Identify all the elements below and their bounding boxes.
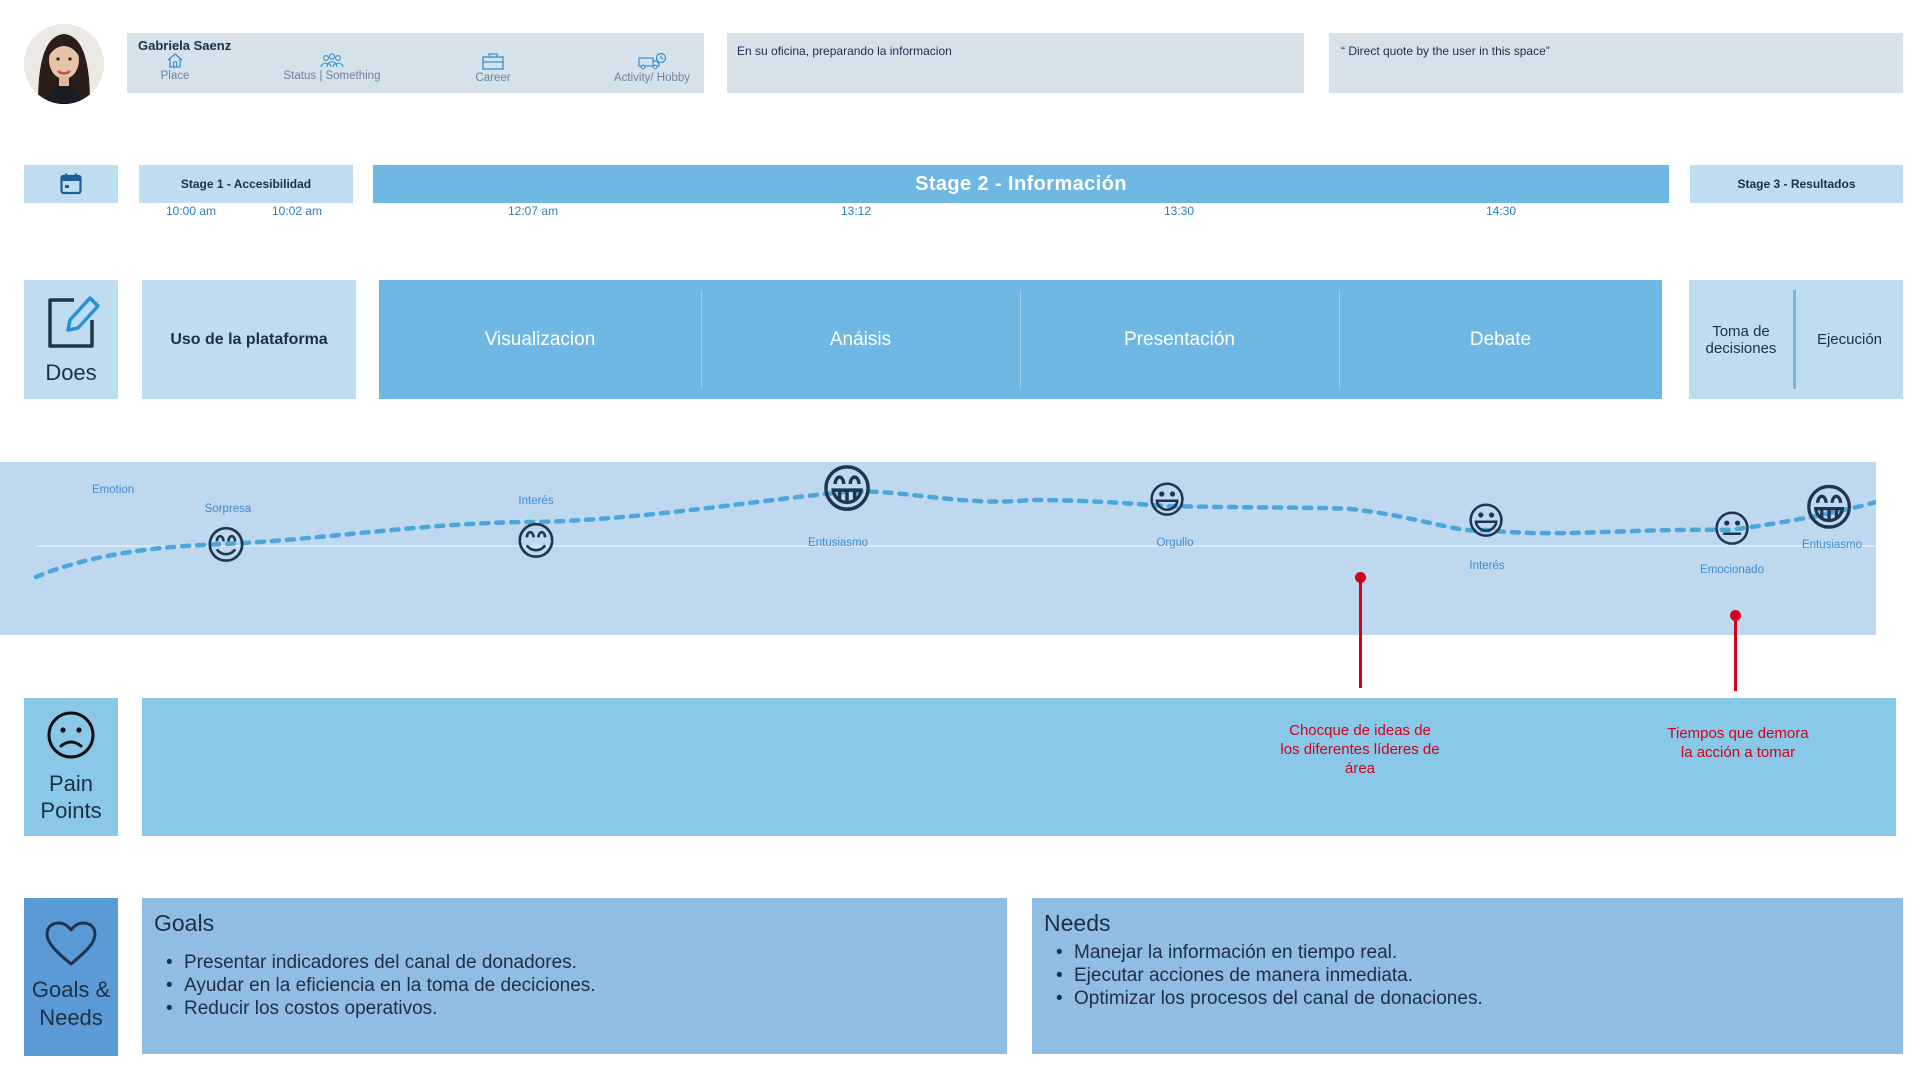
emotion-point-label: Emocionado xyxy=(1700,564,1764,576)
neutral-face-icon: 😐 xyxy=(1712,509,1752,551)
status-label: Status | Something xyxy=(283,70,381,82)
pain-points-label: Pain Points xyxy=(40,771,102,823)
needs-list xyxy=(1044,941,1891,1010)
need-item: • Optimizar los procesos del canal de donaciones. xyxy=(1056,987,1891,1010)
grinning-face-icon: 😁 xyxy=(1802,480,1856,536)
calendar-icon xyxy=(59,172,83,196)
user-quote: “ Direct quote by the user in this space” xyxy=(1329,33,1903,93)
people-icon xyxy=(319,52,345,68)
goal-item: • Reducir los costos operativos. xyxy=(166,997,995,1020)
home-icon xyxy=(166,52,184,68)
activity-debate: Debate xyxy=(1469,328,1532,350)
pain-marker-line xyxy=(1734,616,1737,691)
goal-item: • Ayudar en la eficiencia en la toma de deciciones. xyxy=(166,974,995,997)
happy-face-icon: 😃 xyxy=(1466,501,1506,543)
emotion-point-label: Interés xyxy=(1469,560,1505,572)
goals-list xyxy=(154,951,995,1020)
stage-2: Stage 2 - Información xyxy=(373,165,1669,203)
persona-status xyxy=(272,52,392,82)
stage3-activities xyxy=(1689,280,1903,399)
happy-face-icon: 😃 xyxy=(1147,480,1187,522)
pain-points-label-card xyxy=(24,698,118,836)
time-stamp: 12:07 am xyxy=(508,204,559,218)
activity-analisis: Anáisis xyxy=(829,328,892,350)
user-portrait-icon xyxy=(24,24,104,104)
activity-visualizacion: Visualizacion xyxy=(484,328,596,350)
persona-career xyxy=(468,52,518,84)
emotion-label: Emotion xyxy=(92,484,135,496)
place-label: Place xyxy=(160,70,190,82)
activity-label: Activity/ Hobby xyxy=(613,72,691,84)
emotion-curve-chart xyxy=(0,462,1876,635)
does-label: Does xyxy=(45,360,97,385)
sad-face-icon xyxy=(46,710,96,760)
activity-toma-decisiones: Toma de decisiones xyxy=(1705,322,1777,357)
time-stamp: 10:00 am xyxy=(166,204,217,218)
timeline-header xyxy=(24,165,118,203)
emotion-point-label: Entusiasmo xyxy=(1801,539,1863,551)
stage-3: Stage 3 - Resultados xyxy=(1690,165,1903,203)
pain-point-text: Chocque de ideas de los diferentes líderes de área xyxy=(1280,722,1440,777)
smiling-face-icon: 😊 xyxy=(205,524,247,568)
avatar xyxy=(24,24,104,104)
briefcase-icon xyxy=(480,52,506,70)
smiling-face-icon: 😊 xyxy=(515,520,557,564)
persona-place xyxy=(150,52,200,82)
stage2-activities xyxy=(379,280,1662,399)
time-stamp: 13:12 xyxy=(841,204,872,218)
emotion-point-label: Entusiasmo xyxy=(807,537,869,549)
needs-title: Needs xyxy=(1044,910,1111,936)
persona-activity xyxy=(604,52,700,84)
activity-presentacion: Presentación xyxy=(1124,328,1235,350)
heart-icon xyxy=(44,920,98,968)
pain-point-text: Tiempos que demora la acción a tomar xyxy=(1667,725,1809,761)
time-stamp: 14:30 xyxy=(1486,204,1517,218)
emotion-point-label: Orgullo xyxy=(1156,537,1194,549)
needs-panel xyxy=(1032,898,1903,1054)
stage-1: Stage 1 - Accesibilidad xyxy=(139,165,353,203)
time-stamp: 10:02 am xyxy=(272,204,323,218)
time-stamp: 13:30 xyxy=(1164,204,1195,218)
need-item: • Manejar la información en tiempo real. xyxy=(1056,941,1891,964)
context-note: En su oficina, preparando la informacion xyxy=(727,33,1304,93)
truck-clock-icon xyxy=(637,52,667,70)
emotion-curve xyxy=(36,491,1876,577)
goals-panel xyxy=(142,898,1007,1054)
career-label: Career xyxy=(475,72,511,84)
activity-ejecucion: Ejecución xyxy=(1816,331,1883,348)
emotion-point-label: Interés xyxy=(518,495,554,507)
edit-icon xyxy=(44,290,100,352)
goals-needs-label: Goals & Needs xyxy=(31,977,111,1030)
activity-stage1: Uso de la plataforma xyxy=(142,280,356,399)
grinning-face-icon: 😁 xyxy=(819,461,875,519)
persona-name: Gabriela Saenz xyxy=(138,38,232,53)
does-label-card xyxy=(24,280,118,399)
pain-marker-line xyxy=(1359,578,1362,688)
need-item: • Ejecutar acciones de manera inmediata. xyxy=(1056,964,1891,987)
goal-item: • Presentar indicadores del canal de donadores. xyxy=(166,951,995,974)
emotion-point-label: Sorpresa xyxy=(204,503,252,515)
goals-title: Goals xyxy=(154,910,215,936)
pain-points-area xyxy=(142,698,1896,836)
goals-needs-label-card xyxy=(24,898,118,1056)
